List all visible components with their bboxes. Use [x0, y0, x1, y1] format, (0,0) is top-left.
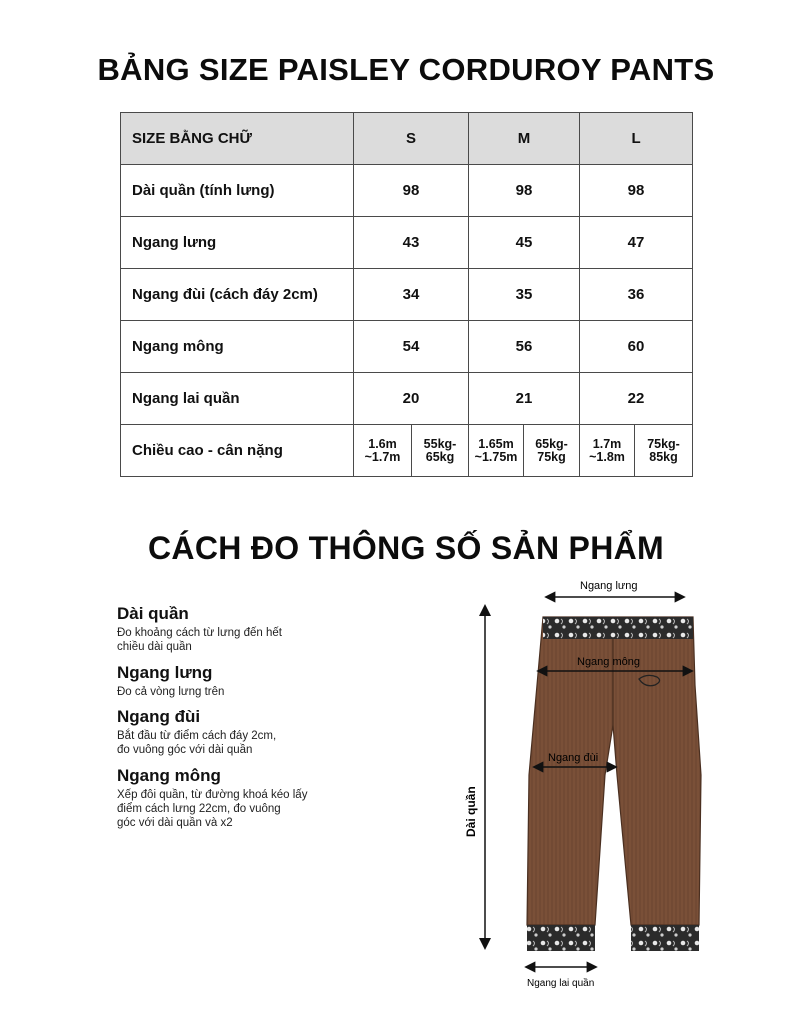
weight-from: 55kg- — [423, 436, 457, 451]
table-row — [121, 373, 693, 425]
header-size-m: M — [469, 113, 580, 165]
guide-thigh — [117, 707, 377, 757]
right-cuff — [631, 925, 699, 951]
table-row-height-weight — [121, 425, 693, 477]
height-to: ~1.75m — [474, 449, 518, 464]
table-row — [121, 321, 693, 373]
header-size-s: S — [354, 113, 469, 165]
cell-l: 47 — [580, 217, 693, 269]
guide-heading: Dài quần — [117, 604, 189, 623]
height-from: 1.6m — [368, 436, 397, 451]
cell-m: 45 — [469, 217, 580, 269]
hip-label: Ngang mông — [577, 656, 640, 668]
height-from: 1.7m — [592, 436, 622, 451]
waist-label: Ngang lưng — [580, 580, 638, 592]
guide-heading: Ngang đùi — [117, 707, 201, 726]
cell-l-height — [580, 425, 635, 477]
cell-s: 20 — [354, 373, 469, 425]
guide-hip — [117, 766, 377, 830]
guide-description: Đo khoảng cách từ lưng đến hết chiều dài quần — [117, 627, 283, 653]
row-label: Ngang mông — [121, 321, 354, 373]
row-label: Ngang lưng — [121, 217, 354, 269]
row-label: Chiều cao - cân nặng — [121, 425, 354, 477]
cell-m: 35 — [469, 269, 580, 321]
pants-measurement-diagram — [455, 575, 715, 995]
weight-to: 65kg — [425, 449, 455, 464]
cell-l: 36 — [580, 269, 693, 321]
thigh-label: Ngang đùi — [548, 752, 599, 764]
length-label: Dài quần — [464, 786, 478, 837]
guide-length — [117, 604, 377, 654]
guide-heading: Ngang mông — [117, 766, 221, 785]
size-table — [120, 112, 693, 477]
cell-l: 98 — [580, 165, 693, 217]
guide-description: Bắt đầu từ điểm cách đáy 2cm, đo vuông góc với dài quần — [117, 730, 277, 756]
cell-l-weight — [635, 425, 693, 477]
cell-s: 98 — [354, 165, 469, 217]
height-from: 1.65m — [478, 436, 514, 451]
weight-to: 75kg — [537, 449, 566, 464]
table-row — [121, 217, 693, 269]
weight-from: 65kg- — [535, 436, 568, 451]
hem-label: Ngang lai quần — [527, 978, 595, 989]
cell-s: 43 — [354, 217, 469, 269]
waistband — [543, 617, 693, 639]
cell-s-weight — [412, 425, 469, 477]
row-label: Dài quần (tính lưng) — [121, 165, 354, 217]
cell-s: 54 — [354, 321, 469, 373]
guide-description: Xếp đôi quần, từ đường khoá kéo lấy điểm cách lưng 22cm, đo vuông góc với dài quần và x2 — [117, 789, 308, 829]
header-size-label: SIZE BẰNG CHỮ — [121, 113, 354, 165]
weight-from: 75kg- — [647, 436, 680, 451]
guide-heading: Ngang lưng — [117, 663, 213, 682]
row-label: Ngang lai quần — [121, 373, 354, 425]
measure-section-title: CÁCH ĐO THÔNG SỐ SẢN PHẨM — [148, 530, 664, 566]
table-row — [121, 165, 693, 217]
cell-m: 98 — [469, 165, 580, 217]
cell-m-weight — [524, 425, 580, 477]
page-title: BẢNG SIZE PAISLEY CORDUROY PANTS — [97, 52, 715, 87]
cell-m-height — [469, 425, 524, 477]
table-row — [121, 269, 693, 321]
height-to: ~1.8m — [589, 449, 625, 464]
cell-l: 22 — [580, 373, 693, 425]
cell-l: 60 — [580, 321, 693, 373]
cell-m: 56 — [469, 321, 580, 373]
cell-s: 34 — [354, 269, 469, 321]
guide-description: Đo cả vòng lưng trên — [117, 686, 225, 698]
cell-s-height — [354, 425, 412, 477]
weight-to: 85kg — [649, 449, 678, 464]
header-size-l: L — [580, 113, 693, 165]
row-label: Ngang đùi (cách đáy 2cm) — [121, 269, 354, 321]
table-header-row — [121, 113, 693, 165]
guide-waist — [117, 663, 377, 699]
left-cuff — [527, 925, 595, 951]
height-to: ~1.7m — [364, 449, 401, 464]
cell-m: 21 — [469, 373, 580, 425]
